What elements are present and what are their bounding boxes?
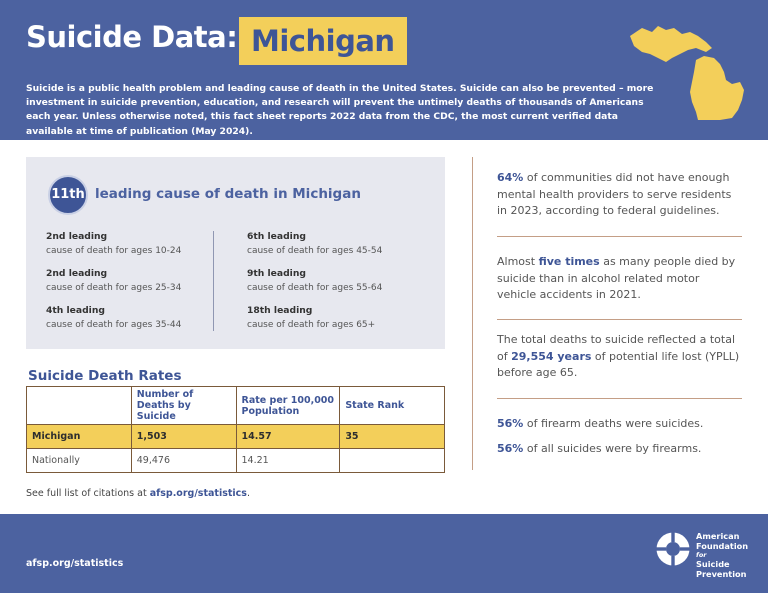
stat-item (497, 254, 742, 304)
stat-item (497, 416, 742, 433)
cause-sub: cause of death for ages 10-24 (46, 246, 182, 256)
stat-post: of communities did not have enough mental health providers to serve residents in 2023, according to federal guidelines. (497, 171, 732, 217)
org-name-line: Foundation (696, 541, 749, 551)
stat-post: of potential life lost (YPLL) before age 65. (497, 349, 740, 379)
cause-item (46, 229, 181, 259)
table-header-cell: Number of Deaths by Suicide (131, 387, 236, 425)
cause-sub: cause of death for ages 25-34 (46, 283, 182, 293)
cause-label: 9th leading (247, 268, 306, 279)
stat-highlight: 29,554 years (511, 349, 592, 363)
header-banner (0, 0, 768, 140)
stat-divider (497, 236, 742, 237)
table-cell: 1,503 (131, 425, 236, 449)
table-header-row (27, 387, 445, 425)
stat-post: as many people died by suicide than in alcohol related motor vehicle accidents in 2021. (497, 255, 736, 301)
org-logo-text (696, 531, 756, 579)
column-divider (213, 231, 214, 331)
citation-link[interactable]: afsp.org/statistics (149, 488, 247, 499)
rates-title: Suicide Death Rates (28, 368, 182, 384)
stat-post: of all suicides were by firearms. (523, 442, 702, 455)
org-name-line: for (696, 551, 707, 559)
page-title: Suicide Data: (26, 20, 238, 54)
vertical-divider (472, 157, 473, 470)
table-cell: 14.57 (236, 425, 340, 449)
table-header-cell: State Rank (340, 387, 445, 425)
rates-table (26, 386, 445, 473)
rank-headline: leading cause of death in Michigan (95, 186, 361, 202)
cause-item (46, 266, 181, 296)
table-header-cell: Rate per 100,000 Population (236, 387, 340, 425)
stat-highlight: 64% (497, 171, 524, 184)
afsp-lifesaver-icon (655, 531, 691, 567)
cause-sub: cause of death for ages 45-54 (247, 246, 383, 256)
stat-divider (497, 398, 742, 399)
cause-item (247, 266, 382, 296)
citation-note (26, 488, 250, 499)
stat-divider (497, 319, 742, 320)
table-cell (340, 449, 445, 473)
cause-label: 4th leading (46, 305, 105, 316)
stat-item (497, 332, 742, 382)
leading-cause-panel (26, 157, 445, 349)
stat-highlight: 56% (497, 442, 524, 455)
stat-highlight: 56% (497, 417, 524, 430)
cause-item (247, 303, 375, 333)
table-cell: 35 (340, 425, 445, 449)
citation-prefix: See full list of citations at (26, 488, 150, 499)
intro-paragraph: Suicide is a public health problem and leading cause of death in the United States. Suicide can also be prevented – more investment in suicide prevention, education, and research will prevent the untimely deaths of thousands of Americans each year. Unless otherwise noted, this fact sheet reports 2022 data from the CDC, the most current verified data available at time of publication (May 2024). (26, 83, 654, 137)
cause-sub: cause of death for ages 65+ (247, 320, 376, 330)
footer-banner (0, 514, 768, 593)
citation-suffix: . (246, 488, 250, 499)
cause-label: 6th leading (247, 231, 306, 242)
stat-pre: Almost (497, 255, 539, 268)
table-cell: 14.21 (236, 449, 340, 473)
cause-label: 2nd leading (46, 268, 108, 279)
stat-post: of firearm deaths were suicides. (523, 417, 704, 430)
cause-label: 2nd leading (46, 231, 108, 242)
table-cell: Michigan (27, 425, 132, 449)
table-cell: Nationally (27, 449, 132, 473)
table-header-cell (27, 387, 132, 425)
table-cell: 49,476 (131, 449, 236, 473)
cause-item (247, 229, 382, 259)
org-name-line: Prevention (696, 569, 747, 579)
org-name-line: American (696, 531, 740, 541)
state-name-badge: Michigan (239, 17, 407, 65)
table-row-national (27, 449, 445, 473)
stat-item (497, 441, 742, 458)
cause-sub: cause of death for ages 35-44 (46, 320, 182, 330)
stat-item (497, 170, 742, 220)
cause-label: 18th leading (247, 305, 313, 316)
cause-sub: cause of death for ages 55-64 (247, 283, 383, 293)
stat-pre: The total deaths to suicide reflected a total of (497, 333, 735, 363)
table-row-michigan (27, 425, 445, 449)
rank-badge: 11th (48, 175, 88, 215)
stat-highlight: five times (538, 255, 600, 268)
org-name-line: Suicide (696, 559, 730, 569)
footer-link[interactable]: afsp.org/statistics (26, 558, 124, 569)
cause-item (46, 303, 181, 333)
